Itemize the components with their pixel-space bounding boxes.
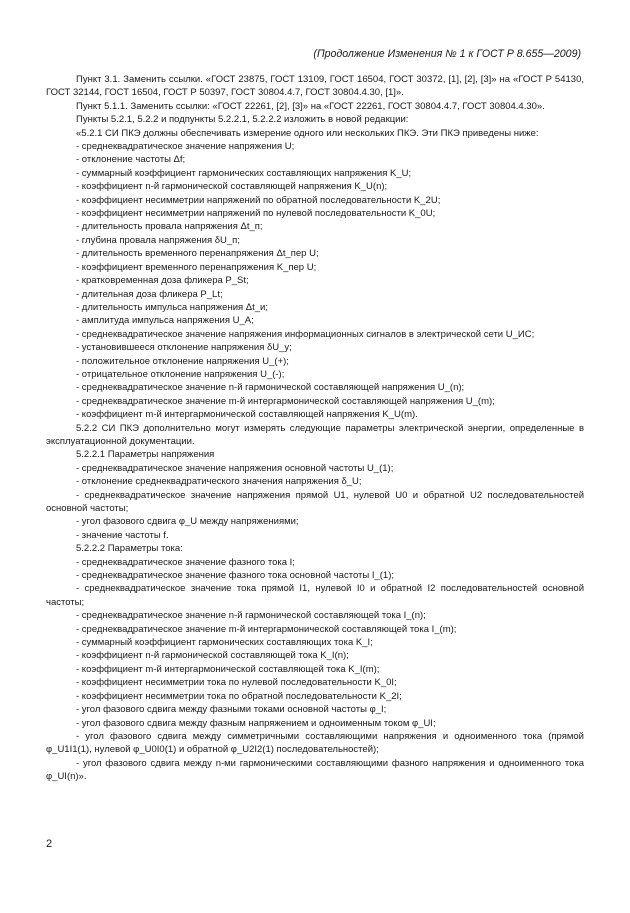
- list-item: - амплитуда импульса напряжения U_A;: [76, 315, 254, 327]
- list-item: - коэффициент n-й гармонической составляющей тока K_I(n);: [76, 650, 349, 662]
- list-item: - кратковременная доза фликера P_St;: [76, 275, 249, 287]
- list-item: - угол фазового сдвига между n-ми гармоническими составляющими фазного напряжения и одноименного тока φ_UI(n)».: [46, 757, 584, 783]
- list-item: - среднеквадратическое значение напряжения основной частоты U_(1);: [76, 462, 394, 474]
- list-item: - коэффициент временного перенапряжения K_пер U;: [76, 261, 317, 273]
- list-item: - коэффициент несимметрии напряжений по нулевой последовательности K_0U;: [76, 208, 436, 220]
- list-item: - среднеквадратическое значение фазного тока основной частоты I_(1);: [76, 570, 395, 582]
- list-item: - отклонение частоты Δf;: [76, 154, 186, 166]
- list-item: - длительная доза фликера P_Lt;: [76, 288, 223, 300]
- list-item: - среднеквадратическое значение n-й гармонической составляющей тока I_(n);: [76, 610, 426, 622]
- list-item: - глубина провала напряжения δU_п;: [76, 234, 240, 246]
- list-item: - коэффициент n-й гармонической составляющей напряжения K_U(n);: [76, 181, 388, 193]
- voltage-parameters-list: [46, 462, 584, 542]
- list-item: - суммарный коэффициент гармонических составляющих напряжения K_U;: [76, 167, 412, 179]
- paragraph-5-2-1: «5.2.1 СИ ПКЭ должны обеспечивать измерение одного или нескольких ПКЭ. Эти ПКЭ приведены ниже:: [76, 127, 539, 139]
- list-item: - среднеквадратическое значение напряжения прямой U1, нулевой U0 и обратной U2 последовательностей основной частоты;: [46, 489, 584, 514]
- list-item: - среднеквадратическое значение тока прямой I1, нулевой I0 и обратной I2 последовательностей основной частоты;: [46, 583, 584, 608]
- list-item: - угол фазового сдвига между фазным напряжением и одноименным током φ_UI;: [76, 717, 436, 729]
- current-parameters-list: [46, 556, 584, 784]
- document-body: [46, 73, 584, 784]
- list-item: - отклонение среднеквадратического значения напряжения δ_U;: [76, 476, 362, 488]
- page-number: 2: [46, 838, 53, 850]
- list-item: - положительное отклонение напряжения U_(+);: [76, 355, 289, 367]
- list-item: - длительность провала напряжения Δt_п;: [76, 221, 263, 233]
- list-item: - среднеквадратическое значение напряжения информационных сигналов в электрической сети U_ИС;: [76, 328, 535, 340]
- list-item: - угол фазового сдвига между фазными токами основной частоты φ_I;: [76, 704, 387, 716]
- list-item: - угол фазового сдвига между симметричными составляющими напряжения и одноименного тока (прямой φ_U1I1(1), нулевой φ_U0I0(1) и обратной φ_U2I2(1) последовательностей);: [46, 730, 584, 756]
- paragraph-replace-note: Пункты 5.2.1, 5.2.2 и подпункты 5.2.2.1, 5.2.2.2 изложить в новой редакции:: [76, 114, 409, 126]
- list-item: - суммарный коэффициент гармонических составляющих тока K_I;: [76, 637, 373, 649]
- list-item: - длительность временного перенапряжения Δt_пер U;: [76, 248, 319, 260]
- list-item: - отрицательное отклонение напряжения U_(-);: [76, 368, 285, 380]
- list-item: - среднеквадратическое значение напряжения U;: [76, 141, 295, 153]
- list-item: - значение частоты f.: [76, 529, 169, 541]
- paragraph-5-2-2: 5.2.2 СИ ПКЭ дополнительно могут измерять следующие параметры электрической энергии, определенные в эксплуатационной документации.: [46, 422, 584, 447]
- pke-list: [46, 140, 584, 422]
- subheading-voltage-parameters: 5.2.2.1 Параметры напряжения: [76, 449, 215, 461]
- list-item: - угол фазового сдвига φ_U между напряжениями;: [76, 516, 299, 528]
- list-item: - коэффициент m-й интергармонической составляющей напряжения K_U(m).: [76, 409, 418, 421]
- list-item: - среднеквадратическое значение n-й гармонической составляющей напряжения U_(n);: [76, 382, 465, 394]
- list-item: - коэффициент несимметрии тока по обратной последовательности K_2I;: [76, 690, 402, 702]
- paragraph-3-1: Пункт 3.1. Заменить ссылки. «ГОСТ 23875, ГОСТ 13109, ГОСТ 16504, ГОСТ 30372, [1], [2], [3]» на «ГОСТ Р 54130, ГОСТ 32144, ГОСТ 16504, ГОСТ Р 50397, ГОСТ 30804.4.7, ГОСТ 30804.4.30, [1]».: [46, 74, 584, 99]
- list-item: - среднеквадратическое значение фазного тока I;: [76, 556, 295, 568]
- list-item: - длительность импульса напряжения Δt_и;: [76, 301, 268, 313]
- list-item: - коэффициент m-й интергармонической составляющей тока K_I(m);: [76, 663, 380, 675]
- list-item: - коэффициент несимметрии напряжений по обратной последовательности K_2U;: [76, 194, 441, 206]
- subheading-current-parameters: 5.2.2.2 Параметры тока:: [76, 543, 183, 555]
- page-header: (Продолжение Изменения № 1 к ГОСТ Р 8.655—2009): [313, 48, 581, 60]
- list-item: - установившееся отклонение напряжения δU_y;: [76, 342, 292, 354]
- paragraph-5-1-1: Пункт 5.1.1. Заменить ссылки: «ГОСТ 22261, [2], [3]» на «ГОСТ 22261, ГОСТ 30804.4.7, ГОСТ 30804.4.30».: [76, 100, 545, 112]
- list-item: - среднеквадратическое значение m-й интергармонической составляющей тока I_(m);: [76, 623, 457, 635]
- list-item: - среднеквадратическое значение m-й интергармонической составляющей напряжения U_(m);: [76, 395, 495, 407]
- list-item: - коэффициент несимметрии тока по нулевой последовательности K_0I;: [76, 677, 397, 689]
